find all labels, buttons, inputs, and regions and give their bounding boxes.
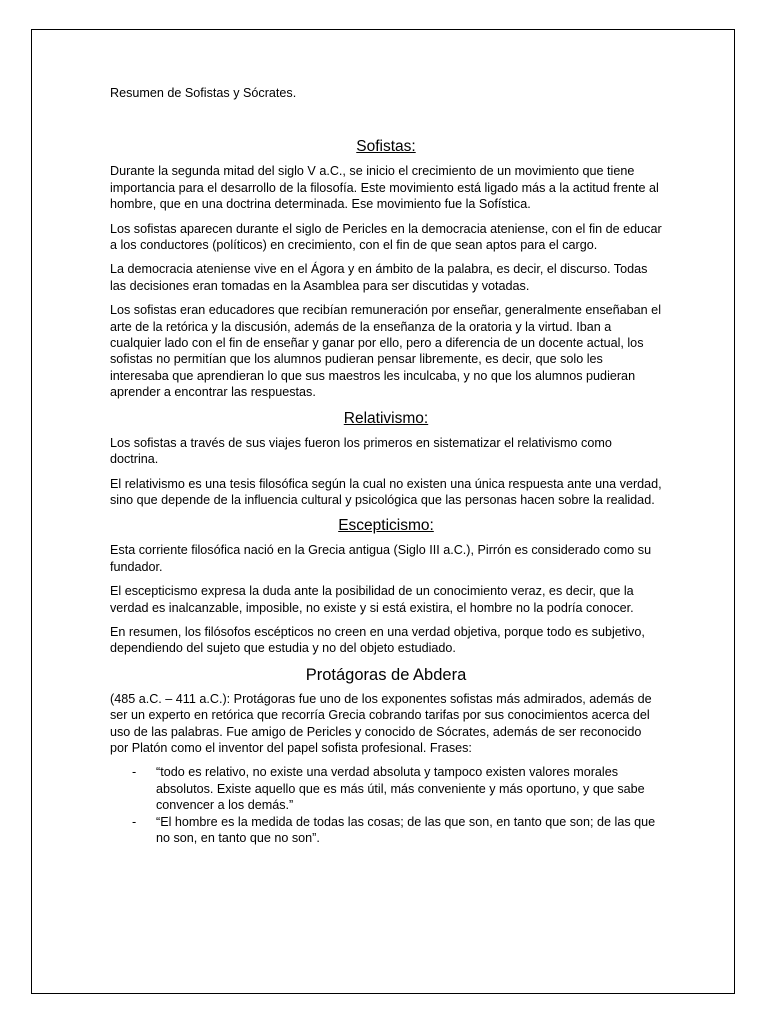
bullet-dash: -	[132, 814, 137, 829]
paragraph: El escepticismo expresa la duda ante la posibilidad de un conocimiento veraz, es decir, que la verdad es inalcanzable, imposible, no existe y si está existira, el hombre no la podría conocer.	[110, 584, 634, 615]
section-heading-relativismo: Relativismo:	[343, 409, 429, 427]
quote-list	[110, 764, 662, 846]
section-protagoras	[110, 665, 662, 847]
paragraph: (485 a.C. – 411 a.C.): Protágoras fue uno de los exponentes sofistas más admirados, además de ser un experto en retórica que recorría Grecia cobrando tarifas por sus conocimientos acerca del uso de las palabras. Fue amigo de Pericles y conocido de Sócrates, además de ser reconocido por Platón como el inventor del papel sofista profesional. Frases:	[110, 691, 652, 755]
section-heading-protagoras: Protágoras de Abdera	[305, 665, 467, 684]
document-title: Resumen de Sofistas y Sócrates.	[110, 86, 297, 100]
bullet-dash: -	[132, 765, 137, 780]
paragraph: Los sofistas eran educadores que recibían remuneración por enseñar, generalmente enseñaban el arte de la retórica y la discusión, además de la enseñanza de la oratoria y la virtud. Iban a cualquier lado con el fin de enseñar y ganar por ello, pero a diferencia de un docente actual, los sofistas no permitían que los alumnos pudieran pensar libremente, es decir, que solo les interesaba que aprendieran lo que sus maestros les inculcaba, y no que los alumnos pudieran aprender a encontrar las respuestas.	[110, 303, 661, 400]
section-relativismo	[110, 409, 662, 509]
paragraph: Durante la segunda mitad del siglo V a.C., se inicio el crecimiento de un movimiento que tiene importancia para el desarrollo de la filosofía. Este movimiento está ligado más a la actitud frente al hombre, que en una doctrina determinada. Ese movimiento fue la Sofística.	[110, 164, 659, 212]
paragraph: En resumen, los filósofos escépticos no creen en una verdad objetiva, porque todo es subjetivo, dependiendo del sujeto que estudia y no del objeto estudiado.	[110, 624, 645, 656]
section-escepticismo	[110, 516, 662, 656]
quote-text: “todo es relativo, no existe una verdad absoluta y tampoco existen valores morales absolutos. Existe aquello que es más útil, más conveniente y más oportuno, y que sabe convencer a los demás.”	[156, 765, 645, 813]
paragraph: Los sofistas aparecen durante el siglo de Pericles en la democracia ateniense, con el fin de educar a los conductores (políticos) en crecimiento, con el fin de que sean aptos para el cargo.	[110, 221, 662, 253]
section-heading-escepticismo: Escepticismo:	[338, 517, 434, 535]
section-sofistas	[110, 137, 662, 400]
paragraph: Los sofistas a través de sus viajes fueron los primeros en sistematizar el relativismo como doctrina.	[110, 435, 612, 467]
paragraph: La democracia ateniense vive en el Ágora y en ámbito de la palabra, es decir, el discurso. Todas las decisiones eran tomadas en la Asamblea para ser discutidas y votadas.	[110, 262, 648, 293]
paragraph: El relativismo es una tesis filosófica según la cual no existen una única respuesta ante una verdad, sino que depende de la influencia cultural y psicológica que las personas hacen sobre la realidad.	[110, 476, 662, 507]
paragraph: Esta corriente filosófica nació en la Grecia antigua (Siglo III a.C.), Pirrón es considerado como su fundador.	[110, 543, 652, 574]
list-item	[110, 814, 662, 847]
list-item	[110, 764, 662, 813]
document-body	[110, 85, 662, 846]
section-heading-sofistas: Sofistas:	[356, 138, 416, 156]
quote-text: “El hombre es la medida de todas las cosas; de las que son, en tanto que son; de las que no son, en tanto que no son”.	[156, 814, 656, 845]
